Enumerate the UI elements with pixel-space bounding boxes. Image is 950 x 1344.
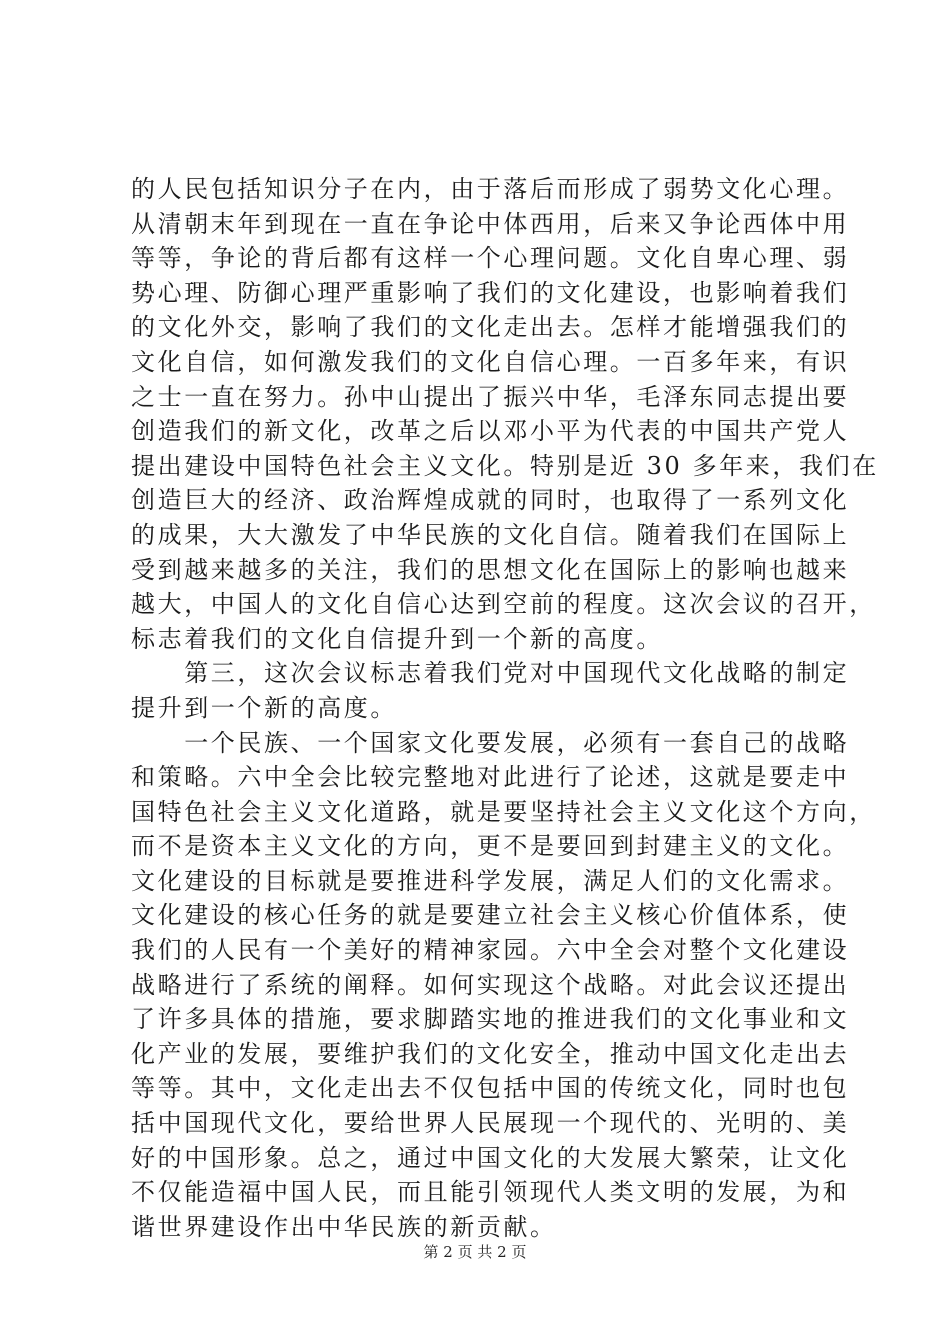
text-line: 文化自信，如何激发我们的文化自信心理。一百多年来，有识 — [131, 347, 850, 376]
text-line: 等等，争论的背后都有这样一个心理问题。文化自卑心理、弱 — [131, 244, 850, 273]
text-line: 战略进行了系统的阐释。如何实现这个战略。对此会议还提出 — [131, 970, 850, 999]
text-line: 文化建设的目标就是要推进科学发展，满足人们的文化需求。 — [131, 866, 850, 895]
text-line: 国特色社会主义文化道路，就是要坚持社会主义文化这个方向， — [131, 797, 876, 826]
text-line: 从清朝末年到现在一直在争论中体西用，后来又争论西体中用 — [131, 209, 850, 238]
paragraph-start-line: 第三，这次会议标志着我们党对中国现代文化战略的制定 — [131, 659, 850, 688]
page-number-footer: 第 2 页 共 2 页 — [423, 1243, 527, 1261]
text-line: 谐世界建设作出中华民族的新贡献。 — [131, 1212, 557, 1241]
text-line: 提升到一个新的高度。 — [131, 693, 397, 722]
text-line: 不仅能造福中国人民，而且能引领现代人类文明的发展，为和 — [131, 1178, 850, 1207]
text-line: 括中国现代文化，要给世界人民展现一个现代的、光明的、美 — [131, 1109, 850, 1138]
text-line: 的人民包括知识分子在内，由于落后而形成了弱势文化心理。 — [131, 175, 850, 203]
text-line: 创造我们的新文化，改革之后以邓小平为代表的中国共产党人 — [131, 417, 850, 446]
text-line: 的成果，大大激发了中华民族的文化自信。随着我们在国际上 — [131, 520, 850, 549]
text-line: 越大，中国人的文化自信心达到空前的程度。这次会议的召开， — [131, 590, 876, 619]
text-line: 之士一直在努力。孙中山提出了振兴中华，毛泽东同志提出要 — [131, 382, 850, 411]
text-line: 好的中国形象。总之，通过中国文化的大发展大繁荣，让文化 — [131, 1143, 850, 1172]
text-line: 受到越来越多的关注，我们的思想文化在国际上的影响也越来 — [131, 555, 850, 584]
text-line: 文化建设的核心任务的就是要建立社会主义核心价值体系，使 — [131, 901, 850, 930]
text-line: 而不是资本主义文化的方向，更不是要回到封建主义的文化。 — [131, 832, 850, 861]
body-text — [131, 172, 879, 1244]
text-line: 势心理、防御心理严重影响了我们的文化建设，也影响着我们 — [131, 278, 850, 307]
text-line: 创造巨大的经济、政治辉煌成就的同时，也取得了一系列文化 — [131, 486, 850, 515]
text-line: 提出建设中国特色社会主义文化。特别是近 30 多年来，我们在 — [131, 451, 879, 480]
text-line: 化产业的发展，要维护我们的文化安全，推动中国文化走出去 — [131, 1039, 850, 1068]
text-line: 我们的人民有一个美好的精神家园。六中全会对整个文化建设 — [131, 936, 850, 965]
paragraph-start-line: 一个民族、一个国家文化要发展，必须有一套自己的战略 — [131, 728, 850, 757]
text-line: 和策略。六中全会比较完整地对此进行了论述，这就是要走中 — [131, 763, 850, 792]
text-line: 等等。其中，文化走出去不仅包括中国的传统文化，同时也包 — [131, 1074, 850, 1103]
text-line: 的文化外交，影响了我们的文化走出去。怎样才能增强我们的 — [131, 313, 850, 342]
text-line: 标志着我们的文化自信提升到一个新的高度。 — [131, 624, 663, 653]
text-line: 了许多具体的措施，要求脚踏实地的推进我们的文化事业和文 — [131, 1005, 850, 1034]
